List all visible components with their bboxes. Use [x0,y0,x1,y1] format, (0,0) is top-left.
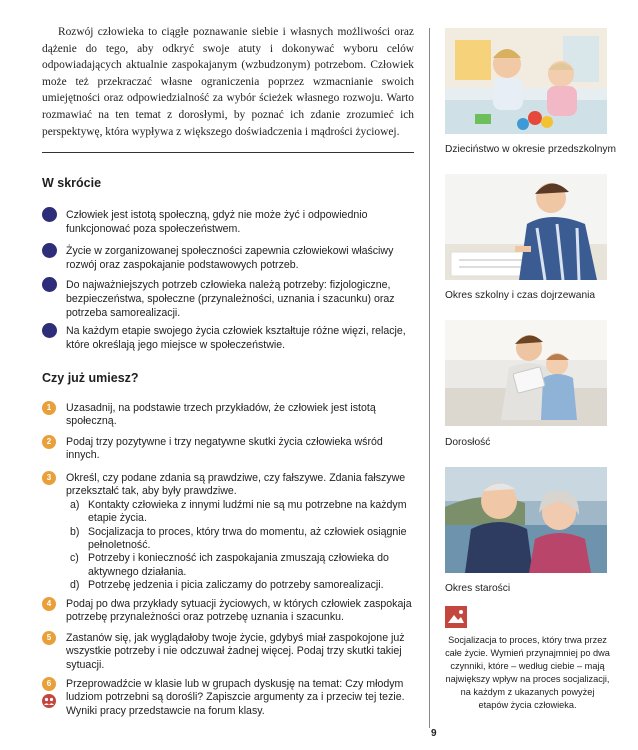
photo-elderly-couple [445,467,607,573]
bullet-dot-icon [42,323,57,338]
question-number-badge: 2 [42,435,56,449]
section-divider [42,152,414,153]
intro-paragraph: Rozwój człowieka to ciągłe poznawanie siebie i własnych możliwości oraz dążenie do tego, aby odkryć swoje atuty i dokonywać wyboru celów odpowiadających aktualnie zaspokajanym (wzbudzonym) potrzebom. Człowiek może też przekraczać własne ograniczenia poprzez wzmacnianie swoich umiejętności oraz odpowiedzialność za wybór ścieżek własnego rozwoju. Warto rozmawiać na ten temat z dorosłymi, by poznać ich zdanie zrozumieć ich perspektywę, która wypływa z większego doświadczenia i mądrości życiowej. [42,26,414,138]
sub-question: c) Potrzeby i konieczność ich zaspokajania zmuszają człowieka do aktywnego działania. [70,552,389,578]
question-number-badge: 4 [42,597,56,611]
group-work-icon [42,694,56,708]
question-number-badge: 5 [42,631,56,645]
bullet-dot-icon [42,207,57,222]
column-divider [429,28,430,728]
socialization-note: Socjalizacja to proces, który trwa przez całe życie. Wymień przynajmniej po dwa czynniki, które – według ciebie – mają największy wpływ na proces socjalizacji, na każdym z ukazanych powyżej etapów życia człowieka. [445,635,610,710]
photo-caption: Okres szkolny i czas dojrzewania [445,290,596,301]
summary-title: W skrócie [42,176,102,190]
sub-question: d) Potrzebę jedzenia i picia zaliczamy do potrzeby samorealizacji. [70,579,384,592]
photo-caption: Okres starości [445,583,511,594]
question-number-badge: 6 [42,677,56,691]
image-task-icon [445,606,467,628]
quiz-title: Czy już umiesz? [42,371,139,385]
sub-question: b) Socjalizacja to proces, który trwa do momentu, aż człowiek osiągnie pełnoletność. [70,525,407,552]
question-number-badge: 3 [42,471,56,485]
page-number: 9 [431,728,437,739]
sub-question: a) Kontakty człowieka z innymi ludźmi nie są mu potrzebne na każdym etapie życia. [70,498,407,525]
photo-mother-and-child [445,320,607,426]
bullet-dot-icon [42,243,57,258]
bullet-dot-icon [42,277,57,292]
photo-caption: Dorosłość [445,437,491,448]
question-number-badge: 1 [42,401,56,415]
photo-preschool-children [445,28,607,134]
photo-school-boy [445,174,607,280]
photo-caption: Dzieciństwo w okresie przedszkolnym [445,144,616,155]
